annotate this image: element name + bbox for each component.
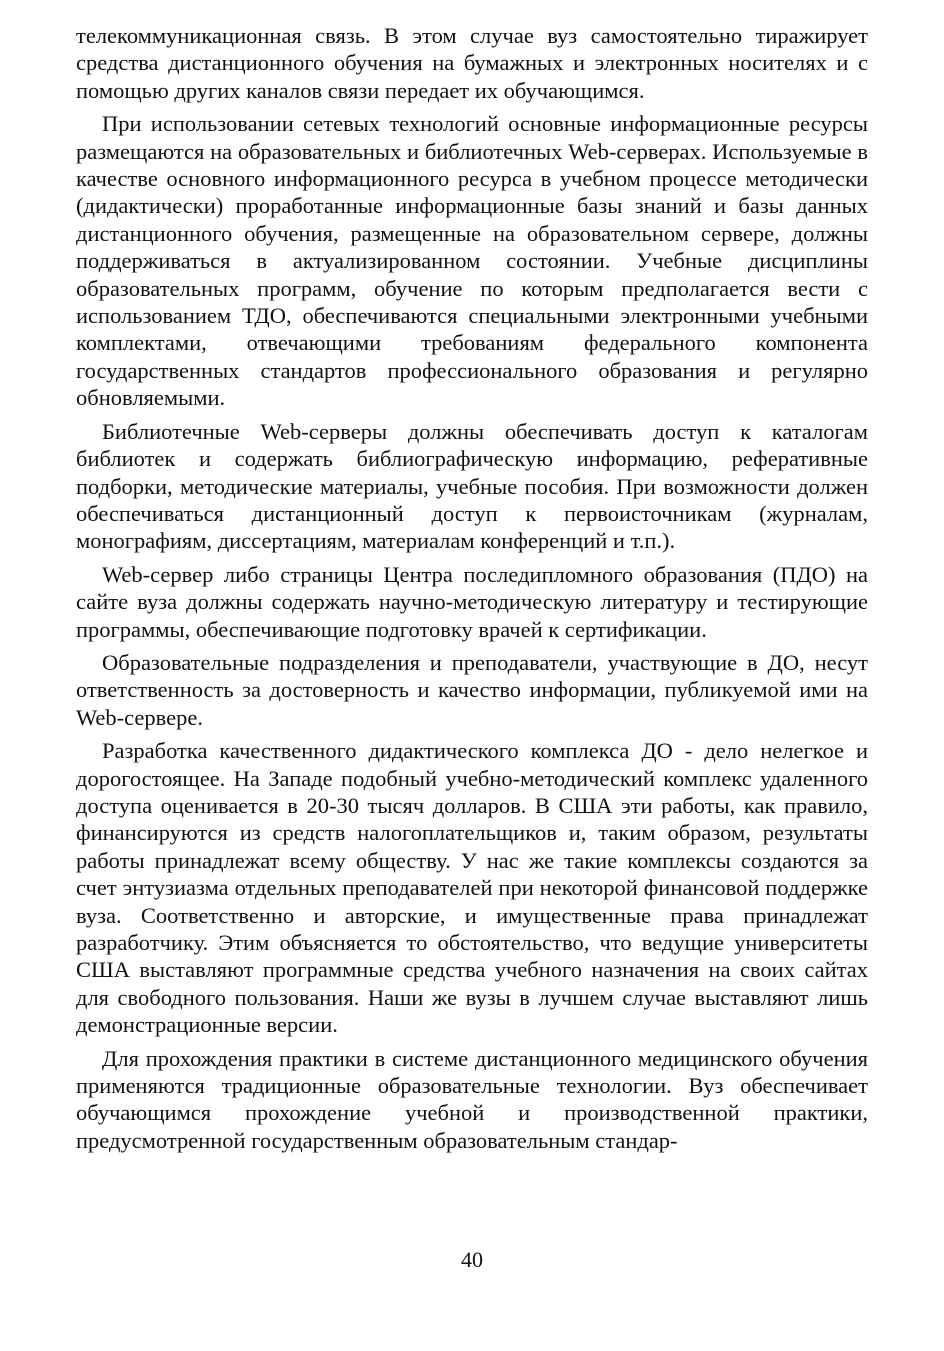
paragraph-3: Библиотечные Web-серверы должны обеспечивать доступ к каталогам библиотек и содержать библиографическую информацию, реферативные подборки, методические материалы, учебные пособия. При возможности должен обеспечиваться дистанционный доступ к первоисточникам (журналам, монографиям, диссертациям, материалам конференций и т.п.). [76,418,868,554]
page-number: 40 [461,1247,483,1272]
paragraph-6: Разработка качественного дидактического комплекса ДО - дело нелегкое и дорогостоящее. На Западе подобный учебно-методический комплекс удаленного доступа оценивается в 20-30 тысяч долларов. В США эти работы, как правило, финансируются из средств налогоплательщиков и, таким образом, результаты работы принадлежат всему обществу. У нас же такие комплексы создаются за счет энтузиазма отдельных преподавателей при некоторой финансовой поддержке вуза. Соответственно и авторские, и имущественные права принадлежат разработчику. Этим объясняется то обстоятельство, что ведущие университеты США выставляют программные средства учебного назначения на своих сайтах для свободного пользования. Наши же вузы в лучшем случае выставляют лишь демонстрационные версии. [76,738,868,1038]
paragraph-5: Образовательные подразделения и преподаватели, участвующие в ДО, несут ответственность за достоверность и качество информации, публикуемой ими на Web-сервере. [76,649,868,730]
paragraph-7: Для прохождения практики в системе дистанционного медицинского обучения применяются традиционные образовательные технологии. Вуз обеспечивает обучающимся прохождение учебной и производственной практики, предусмотренной государственным образовательным стандар- [76,1045,868,1153]
paragraph-1: телекоммуникационная связь. В этом случае вуз самостоятельно тиражирует средства дистанционного обучения на бумажных и электронных носителях и с помощью других каналов связи передает их обучающимся. [76,23,868,103]
body-text [76,22,868,1160]
paragraph-4: Web-сервер либо страницы Центра последипломного образования (ПДО) на сайте вуза должны содержать научно-методическую литературу и тестирующие программы, обеспечивающие подготовку врачей к сертификации. [76,561,868,642]
paragraph-2: При использовании сетевых технологий основные информационные ресурсы размещаются на образовательных и библиотечных Web-серверах. Используемые в качестве основного информационного ресурса в учебном процессе методически (дидактически) проработанные информационные базы знаний и базы данных дистанционного обучения, размещенные на образовательном сервере, должны поддерживаться в актуализированном состоянии. Учебные дисциплины образовательных программ, обучение по которым предполагается вести с использованием ТДО, обеспечиваются специальными электронными учебными комплектами, отвечающими требованиям федерального компонента государственных стандартов профессионального образования и регулярно обновляемыми. [76,111,868,411]
